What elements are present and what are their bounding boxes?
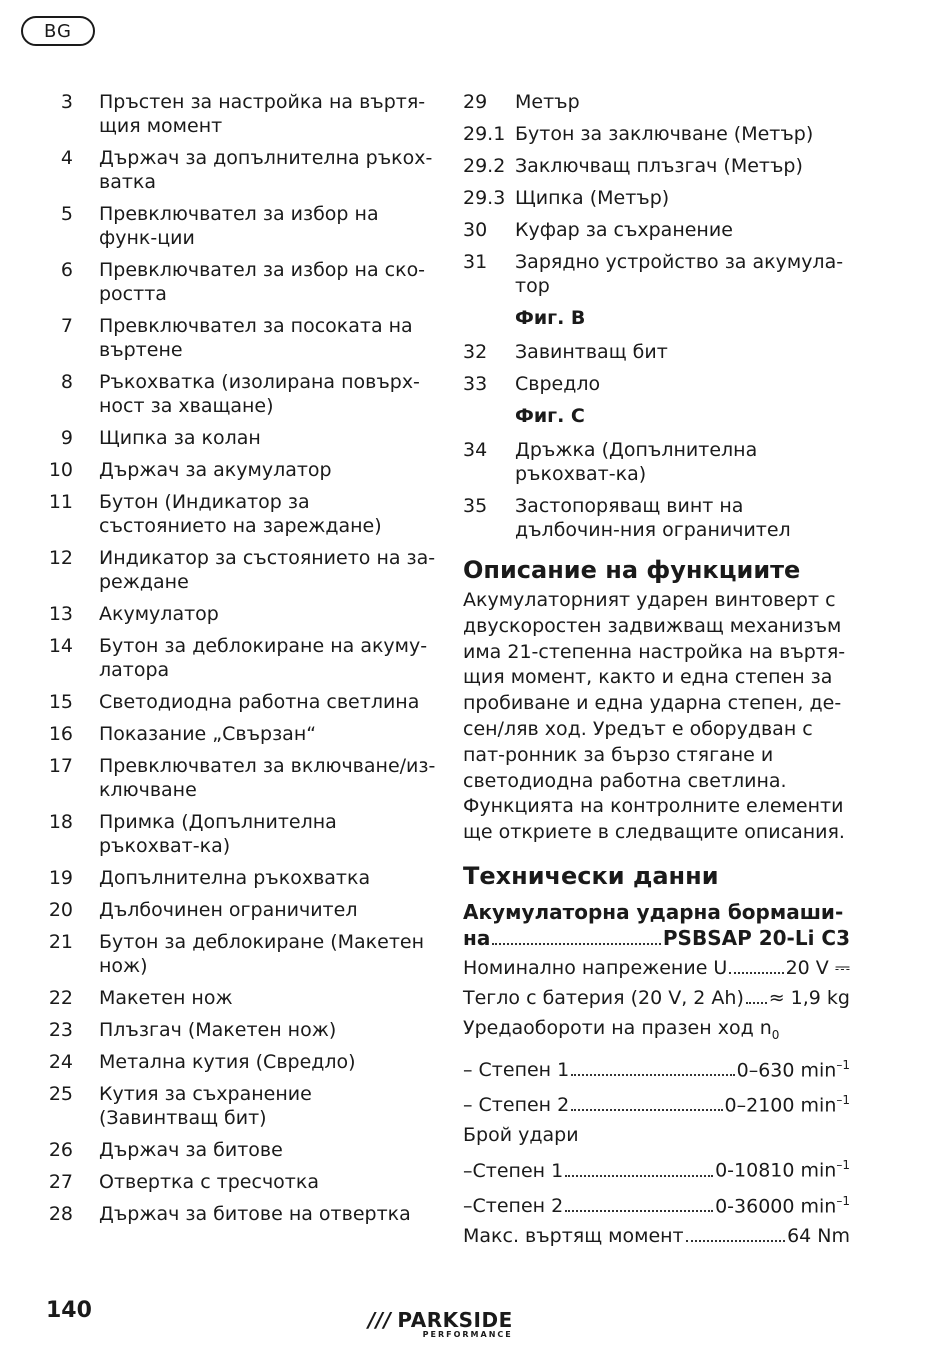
- dot-leader: [729, 971, 783, 974]
- list-item: [463, 218, 850, 242]
- item-text: Зарядно устройство за акумула-тор: [515, 251, 844, 297]
- spec-impact-2: [463, 1188, 850, 1219]
- item-text: Завинтващ бит: [515, 341, 668, 363]
- spec-weight-label: Тегло с батерия (20 V, 2 Ah): [463, 986, 744, 1009]
- list-item: [46, 898, 436, 922]
- item-text: Превключвател за включване/из-ключване: [99, 755, 436, 801]
- list-item: [463, 154, 850, 178]
- item-number: 9: [60, 427, 73, 449]
- tech-subtitle-label: на: [463, 925, 491, 950]
- item-number: 23: [48, 1019, 73, 1041]
- item-text: Допълнителна ръкохватка: [99, 867, 371, 889]
- item-number: 30: [463, 219, 488, 241]
- parts-list-right-c: [463, 438, 850, 542]
- tech-subtitle-line1: Акумулаторна ударна бормаши-: [463, 899, 844, 924]
- dot-leader: [746, 1001, 767, 1004]
- item-number: 26: [48, 1139, 73, 1161]
- list-item: [46, 602, 436, 626]
- list-item: [46, 1170, 436, 1194]
- spec-voltage-value: 20 V ⎓: [785, 956, 850, 979]
- item-text: Щипка (Метър): [515, 187, 670, 209]
- item-number: 11: [48, 491, 73, 513]
- item-text: Отвертка с тресчотка: [99, 1171, 319, 1193]
- dot-leader: [686, 1239, 785, 1242]
- spec-impact-1: [463, 1152, 850, 1183]
- list-item: [46, 90, 436, 138]
- spec-impacts: Брой удари: [463, 1124, 579, 1147]
- fig-b-heading: Фиг. B: [515, 307, 586, 329]
- item-number: 33: [463, 373, 488, 395]
- brand-name: /// PARKSIDE: [368, 1308, 513, 1332]
- spec-speed-1-value: 0–630 $\min^{-1}$: [736, 1057, 850, 1082]
- item-number: 28: [48, 1203, 73, 1225]
- description-paragraph-2: Функцията на контролните елементи ще откриете в следващите описания.: [463, 795, 845, 844]
- dot-leader: [565, 1174, 713, 1177]
- item-number: 20: [48, 899, 73, 921]
- dot-leader: [565, 1209, 713, 1212]
- item-number: 3: [60, 91, 73, 113]
- spec-idle-speed-sub: 0: [771, 1027, 780, 1042]
- item-text: Държач за акумулатор: [99, 459, 332, 481]
- item-text: Държач за допълнителна ръкох-ватка: [99, 147, 433, 193]
- spec-speed-2-value: 0–2100 $\min^{-1}$: [724, 1093, 850, 1117]
- item-number: 35: [463, 495, 488, 517]
- list-item: [46, 370, 436, 418]
- item-number: 14: [48, 635, 73, 657]
- list-item: [46, 690, 436, 714]
- list-item: [46, 1082, 436, 1130]
- list-item: [463, 90, 850, 114]
- item-number: 5: [60, 203, 73, 225]
- item-text: Бутон за деблокиране (Макетен нож): [99, 931, 425, 977]
- list-item: [463, 438, 850, 486]
- dot-leader: [571, 1108, 722, 1111]
- list-item: [46, 202, 436, 250]
- item-text: Метална кутия (Свредло): [99, 1051, 356, 1073]
- item-text: Държач за битове: [99, 1139, 283, 1161]
- list-item: [46, 986, 436, 1010]
- spec-speed-1-label: – Степен 1: [463, 1059, 570, 1082]
- spec-voltage: [463, 955, 850, 981]
- brand-subline: PERFORMANCE: [422, 1330, 513, 1339]
- spec-weight-value: ≈ 1,9 kg: [768, 986, 850, 1009]
- item-text: Ръкохватка (изолирана повърх-ност за хващане): [99, 371, 420, 417]
- spec-impact-1-value: 0-10810 $\min^{-1}$: [715, 1158, 850, 1182]
- parts-list-left: [46, 90, 436, 1234]
- spec-idle-speed-label: Уредаобороти на празен ход n: [463, 1016, 772, 1039]
- list-item: [463, 494, 850, 542]
- language-badge: BG: [21, 16, 95, 46]
- list-item: [46, 426, 436, 450]
- right-column: [463, 90, 850, 1253]
- item-number: 15: [48, 691, 73, 713]
- list-item: [46, 634, 436, 682]
- item-text: Щипка за колан: [99, 427, 261, 449]
- list-item: [46, 146, 436, 194]
- list-item: [46, 458, 436, 482]
- item-text: Показание „Свързан“: [99, 723, 317, 745]
- list-item: [46, 258, 436, 306]
- description-paragraph-1: Акумулаторният ударен винтоверт с двускоростен задвижващ механизъм има 21-степенна настройка на въртя-щия момент, както и една степен за пробиване и една ударна степен, де-сен/ляв ход. Уредът е оборудван с пат-ронник за бързо стягане и светодиодна работна светлина.: [463, 589, 846, 792]
- item-number: 24: [48, 1051, 73, 1073]
- item-text: Дръжка (Допълнителна ръкохват-ка): [515, 439, 758, 485]
- spec-torque: [463, 1223, 850, 1249]
- spec-speed-2: [463, 1087, 850, 1118]
- item-text: Превключвател за избор на функ-ции: [99, 203, 379, 249]
- list-item: [463, 250, 850, 298]
- item-number: 10: [48, 459, 73, 481]
- spec-impact-1-label: –Степен 1: [463, 1159, 564, 1182]
- list-item: [46, 1050, 436, 1074]
- item-text: Бутон за заключване (Метър): [515, 123, 814, 145]
- item-number: 22: [48, 987, 73, 1009]
- item-text: Държач за битове на отвертка: [99, 1203, 411, 1225]
- spec-speed-2-label: – Степен 2: [463, 1094, 570, 1117]
- spec-speed-1: [463, 1052, 850, 1083]
- spec-idle-speed: [463, 1015, 850, 1048]
- fig-c-heading: Фиг. C: [515, 405, 585, 427]
- item-text: Бутон (Индикатор за състоянието на зареждане): [99, 491, 382, 537]
- item-text: Индикатор за състоянието на за-реждане: [99, 547, 436, 593]
- item-number: 17: [48, 755, 73, 777]
- item-text: Куфар за съхранение: [515, 219, 733, 241]
- spec-impact-2-label: –Степен 2: [463, 1195, 564, 1218]
- list-item: [46, 722, 436, 746]
- item-number: 16: [48, 723, 73, 745]
- item-text: Кутия за съхранение (Завинтващ бит): [99, 1083, 312, 1129]
- page-number: 140: [46, 1298, 92, 1323]
- spec-torque-label: Макс. въртящ момент: [463, 1225, 684, 1248]
- item-number: 13: [48, 603, 73, 625]
- parts-list-right-a: [463, 90, 850, 298]
- item-text: Акумулатор: [99, 603, 219, 625]
- spec-impact-2-value: 0-36000 $\min^{-1}$: [715, 1193, 850, 1218]
- list-item: [46, 314, 436, 362]
- item-text: Светодиодна работна светлина: [99, 691, 420, 713]
- list-item: [46, 546, 436, 594]
- list-item: [46, 490, 436, 538]
- item-text: Заключващ плъзгач (Метър): [515, 155, 803, 177]
- item-number: 18: [48, 811, 73, 833]
- list-item: [463, 186, 850, 210]
- item-text: Превключвател за посоката на въртене: [99, 315, 413, 361]
- item-number: 31: [463, 251, 488, 273]
- item-number: 32: [463, 341, 488, 363]
- list-item: [46, 930, 436, 978]
- item-text: Превключвател за избор на ско-ростта: [99, 259, 426, 305]
- item-number: 29: [463, 91, 488, 113]
- dot-leader: [571, 1073, 734, 1076]
- description-title: Описание на функциите: [463, 556, 801, 584]
- parkside-logo: [368, 1308, 513, 1339]
- item-text: Примка (Допълнителна ръкохват-ка): [99, 811, 337, 857]
- list-item: [46, 866, 436, 890]
- item-number: 29.1: [463, 123, 506, 145]
- tech-subtitle-line2: [463, 925, 850, 951]
- item-number: 19: [48, 867, 73, 889]
- item-number: 27: [48, 1171, 73, 1193]
- spec-torque-value: 64 Nm: [787, 1225, 850, 1248]
- item-text: Дълбочинен ограничител: [99, 899, 358, 921]
- list-item: [463, 340, 850, 364]
- item-number: 34: [463, 439, 488, 461]
- list-item: [463, 372, 850, 396]
- item-text: Застопоряващ винт на дълбочин-ния ограничител: [515, 495, 791, 541]
- spec-weight: [463, 985, 850, 1011]
- item-number: 8: [60, 371, 73, 393]
- item-number: 21: [48, 931, 73, 953]
- model-name: PSBSAP 20-Li C3: [662, 925, 850, 950]
- list-item: [463, 122, 850, 146]
- list-item: [46, 1138, 436, 1162]
- item-text: Свредло: [515, 373, 601, 395]
- list-item: [46, 1018, 436, 1042]
- item-number: 6: [60, 259, 73, 281]
- item-text: Макетен нож: [99, 987, 233, 1009]
- item-number: 12: [48, 547, 73, 569]
- item-text: Бутон за деблокиране на акуму-латора: [99, 635, 428, 681]
- list-item: [46, 754, 436, 802]
- item-number: 29.3: [463, 187, 506, 209]
- item-number: 29.2: [463, 155, 506, 177]
- item-number: 4: [60, 147, 73, 169]
- item-number: 7: [60, 315, 73, 337]
- dot-leader: [492, 942, 661, 945]
- tech-data-title: Технически данни: [463, 861, 719, 890]
- parts-list-right-b: [463, 340, 850, 396]
- spec-voltage-label: Номинално напрежение U: [463, 956, 728, 979]
- item-number: 25: [48, 1083, 73, 1105]
- list-item: [46, 810, 436, 858]
- list-item: [46, 1202, 436, 1226]
- item-text: Пръстен за настройка на въртя-щия момент: [99, 91, 426, 137]
- item-text: Метър: [515, 91, 580, 113]
- item-text: Плъзгач (Макетен нож): [99, 1019, 337, 1041]
